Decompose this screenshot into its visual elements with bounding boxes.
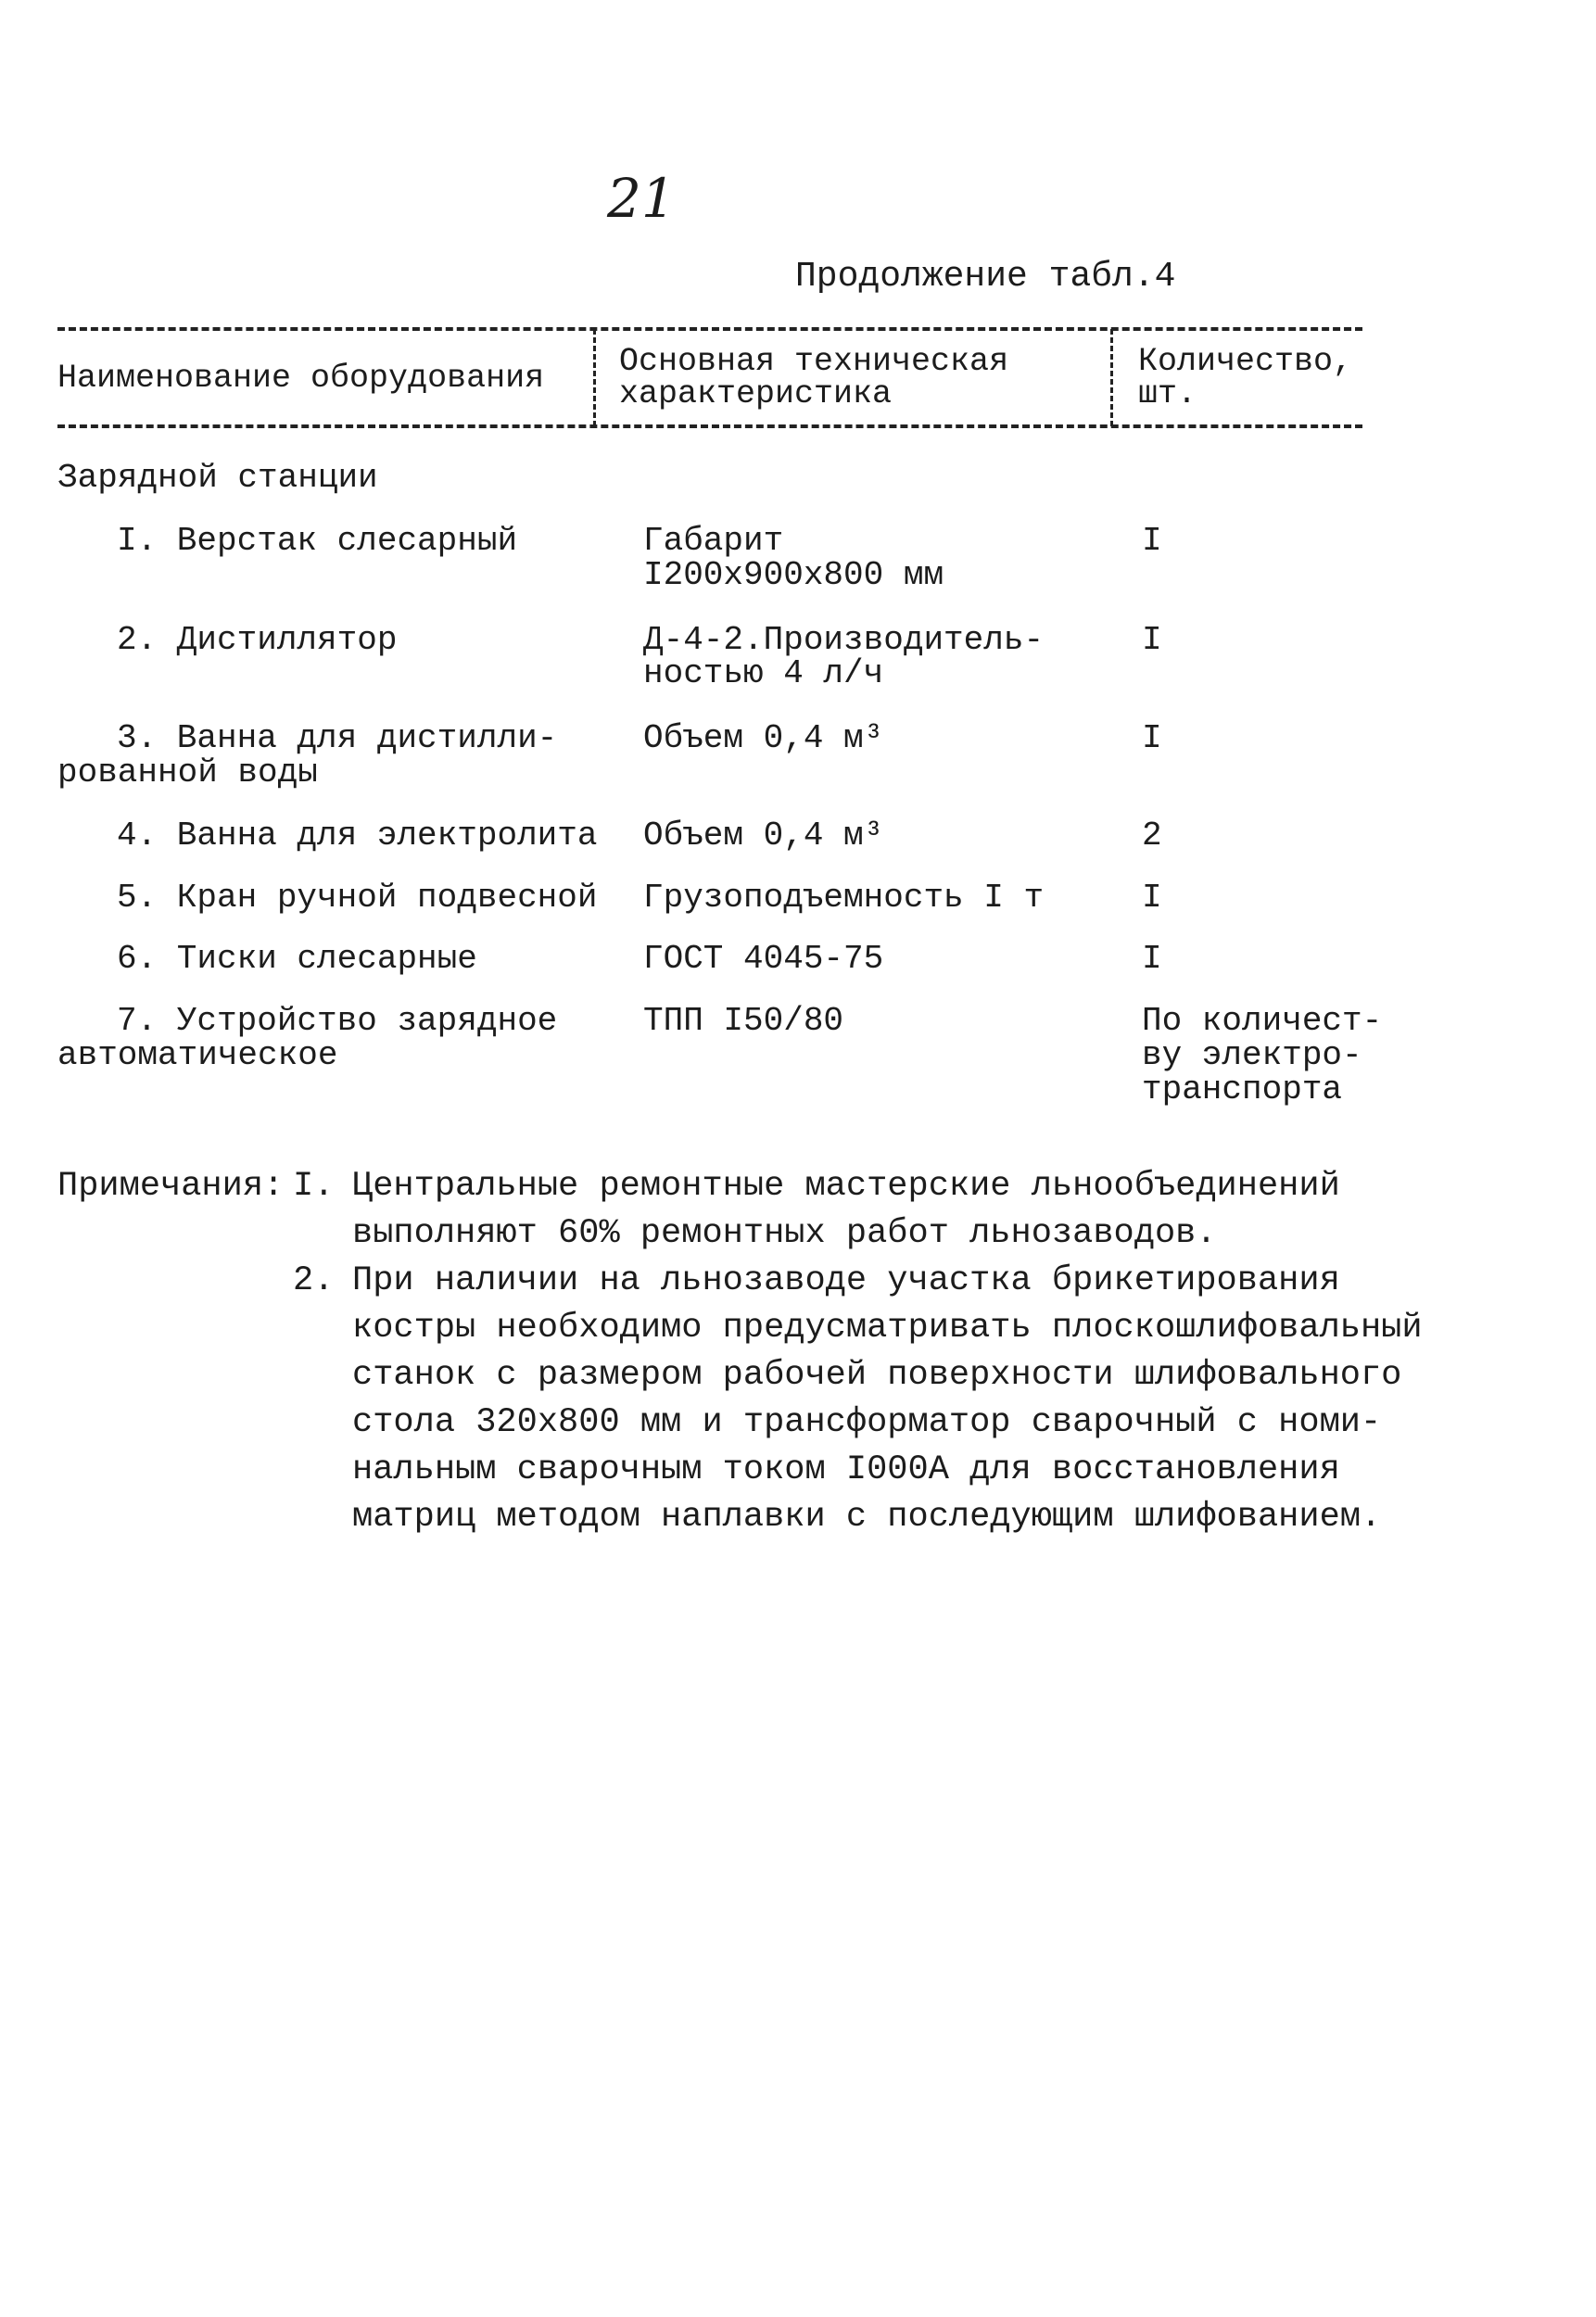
row-6-spec: ГОСТ 4045-75: [643, 940, 884, 978]
row-7-spec: ТПП I50/80: [643, 1002, 844, 1040]
header-equipment-name: Наименование оборудования: [57, 360, 545, 397]
row-6-quantity: I: [1142, 940, 1162, 978]
row-4-name: 4. Ванна для электролита: [117, 817, 598, 855]
note-1-line-1: Центральные ремонтные мастерские льнообъединений: [352, 1167, 1340, 1206]
row-1-name: I. Верстак слесарный: [117, 522, 518, 560]
note-2-line-5: нальным сварочным током I000А для восстановления: [352, 1450, 1340, 1489]
header-spec-line2: характеристика: [619, 375, 893, 412]
column-divider-1: [593, 329, 596, 426]
row-6-name: 6. Тиски слесарные: [117, 940, 477, 978]
row-3-spec: Объем 0,4 м³: [643, 719, 884, 757]
table-section-title: Зарядной станции: [57, 459, 378, 497]
row-7-name-line2: автоматическое: [57, 1036, 338, 1074]
column-divider-2: [1110, 329, 1113, 426]
row-1-spec-line2: I200x900x800 мм: [643, 556, 944, 594]
row-5-spec: Грузоподъемность I т: [643, 879, 1045, 917]
row-7-quantity-line1: По количест-: [1142, 1002, 1383, 1040]
note-2-line-1: При наличии на льнозаводе участка брикетирования: [352, 1261, 1340, 1300]
header-quantity-line1: Количество,: [1138, 343, 1353, 380]
row-2-quantity: I: [1142, 621, 1162, 659]
row-2-spec-line2: ностью 4 л/ч: [643, 654, 884, 692]
note-2-line-4: стола 320x800 мм и трансформатор сварочный с номи-: [352, 1403, 1382, 1442]
note-1-line-2: выполняют 60% ремонтных работ льнозаводов.: [352, 1214, 1217, 1253]
row-7-quantity-line3: транспорта: [1142, 1070, 1343, 1108]
header-spec-line1: Основная техническая: [619, 343, 1009, 380]
table-top-rule: [57, 327, 1362, 331]
row-3-quantity: I: [1142, 719, 1162, 757]
row-1-spec-line1: Габарит: [643, 522, 784, 560]
row-3-name-line2: рованной воды: [57, 753, 318, 791]
note-2-line-2: костры необходимо предусматривать плоскошлифовальный: [352, 1309, 1423, 1348]
row-7-name-line1: 7. Устройство зарядное: [117, 1002, 558, 1040]
table-continuation-caption: Продолжение табл.4: [795, 257, 1176, 297]
row-4-quantity: 2: [1142, 817, 1162, 855]
row-5-name: 5. Кран ручной подвесной: [117, 879, 598, 917]
row-3-name-line1: 3. Ванна для дистилли-: [117, 719, 558, 757]
page-number: 21: [607, 167, 676, 230]
row-5-quantity: I: [1142, 879, 1162, 917]
note-2-line-6: матриц методом наплавки с последующим шлифованием.: [352, 1498, 1382, 1537]
notes-label: Примечания:: [57, 1167, 285, 1206]
note-2-line-3: станок с размером рабочей поверхности шлифовального: [352, 1356, 1402, 1395]
row-2-spec-line1: Д-4-2.Производитель-: [643, 621, 1045, 659]
table-header-bottom-rule: [57, 424, 1362, 428]
row-2-name: 2. Дистиллятор: [117, 621, 398, 659]
header-quantity-line2: шт.: [1138, 375, 1197, 412]
row-4-spec: Объем 0,4 м³: [643, 817, 884, 855]
row-7-quantity-line2: ву электро-: [1142, 1036, 1362, 1074]
note-2-number: 2.: [293, 1261, 335, 1300]
row-1-quantity: I: [1142, 522, 1162, 560]
note-1-number: I.: [293, 1167, 335, 1206]
